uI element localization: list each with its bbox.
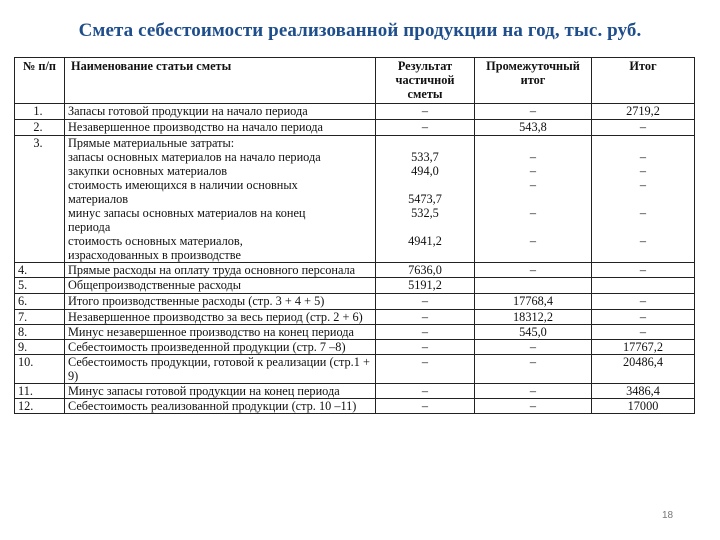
table-row [15,355,695,384]
row-name-line: минус запасы основных материалов на конец [68,206,306,220]
row-intermediate-line [478,192,588,206]
row-partial-line: 533,7 [411,150,439,164]
row-intermediate: – [475,104,592,120]
row-num: 8. [15,325,65,340]
header-num: № п/п [15,58,65,104]
row-total: 17767,2 [592,340,695,355]
header-partial: Результат частичной сметы [376,58,475,104]
row-name-line: материалов [68,192,129,206]
table-row [15,263,695,278]
row-intermediate: – [475,384,592,399]
row-intermediate-line [478,220,588,234]
row-partial: – [376,399,475,414]
row-name: Себестоимость реализованной продукции (стр. 10 –11) [65,399,376,414]
row-intermediate: – [475,399,592,414]
row-num: 7. [15,310,65,325]
row-total: – [592,120,695,136]
row-intermediate-line: – [529,206,537,220]
page-title: Смета себестоимости реализованной продукции на год, тыс. руб. [78,20,642,41]
row-total-line: – [639,206,647,220]
row-partial-line [379,220,471,234]
row-partial: – [376,340,475,355]
table-row [15,136,695,263]
row-intermediate: – [475,355,592,384]
row-intermediate-line: – [529,178,537,192]
row-name: Минус незавершенное производство на конец периода [65,325,376,340]
row-name [65,136,376,263]
row-name: Итого производственные расходы (стр. 3 + 4 + 5) [65,294,376,310]
cost-estimate-table [14,57,695,414]
row-total: 17000 [592,399,695,414]
row-intermediate [475,136,592,263]
table-row [15,278,695,294]
row-name-line: стоимость имеющихся в наличии основных [68,178,298,192]
table-row [15,104,695,120]
row-name: Себестоимость продукции, готовой к реализации (стр.1 + 9) [65,355,376,384]
row-name: Прямые расходы на оплату труда основного персонала [65,263,376,278]
row-intermediate-line [478,136,588,150]
table-row [15,384,695,399]
row-intermediate: – [475,263,592,278]
row-num: 2. [15,120,65,136]
row-partial: – [376,294,475,310]
row-partial: 5191,2 [376,278,475,294]
row-intermediate-line: – [529,164,537,178]
row-total: 2719,2 [592,104,695,120]
row-name-line: стоимость основных материалов, [68,234,243,248]
row-name: Незавершенное производство за весь период (стр. 2 + 6) [65,310,376,325]
row-partial: – [376,355,475,384]
row-name-line: закупки основных материалов [68,164,228,178]
row-intermediate [475,278,592,294]
row-total-line [595,136,691,150]
row-total: – [592,294,695,310]
row-name: Себестоимость произведенной продукции (стр. 7 –8) [65,340,376,355]
table-row [15,310,695,325]
row-total: 3486,4 [592,384,695,399]
row-total [592,278,695,294]
row-intermediate-line: – [529,150,537,164]
row-num: 3. [15,136,65,263]
row-num: 5. [15,278,65,294]
row-partial [376,136,475,263]
row-intermediate: 18312,2 [475,310,592,325]
row-partial: – [376,325,475,340]
row-partial-line [379,178,471,192]
row-total: – [592,263,695,278]
row-partial-line: 5473,7 [408,192,442,206]
row-num: 10. [15,355,65,384]
header-intermediate: Промежуточный итог [475,58,592,104]
row-partial-line [379,136,471,150]
row-total-line [595,248,691,262]
row-total: – [592,325,695,340]
table-row [15,120,695,136]
row-intermediate-line [478,248,588,262]
row-total [592,136,695,263]
row-name-line: израсходованных в производстве [68,248,241,262]
row-total-line [595,220,691,234]
row-num: 9. [15,340,65,355]
row-total-line: – [639,150,647,164]
row-total-line: – [639,164,647,178]
row-name: Общепроизводственные расходы [65,278,376,294]
table-header-row [15,58,695,104]
table-row [15,325,695,340]
row-partial-line: 494,0 [411,164,439,178]
row-intermediate: – [475,340,592,355]
row-total-line: – [639,178,647,192]
row-total: 20486,4 [592,355,695,384]
header-name: Наименование статьи сметы [65,58,376,104]
row-partial-line [379,248,471,262]
row-partial-line: 4941,2 [408,234,442,248]
row-total: – [592,310,695,325]
row-total-line [595,192,691,206]
row-partial-line: 532,5 [411,206,439,220]
row-partial: – [376,120,475,136]
row-intermediate: 545,0 [475,325,592,340]
row-partial: 7636,0 [376,263,475,278]
row-intermediate: 17768,4 [475,294,592,310]
row-total-line: – [639,234,647,248]
slide-number: 18 [662,510,674,521]
row-name-line: запасы основных материалов на начало периода [68,150,321,164]
row-num: 1. [15,104,65,120]
row-intermediate-line: – [529,234,537,248]
row-name: Незавершенное производство на начало периода [65,120,376,136]
row-num: 11. [15,384,65,399]
row-name: Запасы готовой продукции на начало периода [65,104,376,120]
row-partial: – [376,384,475,399]
row-num: 12. [15,399,65,414]
row-partial: – [376,310,475,325]
table-row [15,399,695,414]
row-name: Минус запасы готовой продукции на конец периода [65,384,376,399]
row-intermediate: 543,8 [475,120,592,136]
row-num: 6. [15,294,65,310]
row-num: 4. [15,263,65,278]
row-partial: – [376,104,475,120]
table-row [15,294,695,310]
row-name-line: Прямые материальные затраты: [68,136,235,150]
table-row [15,340,695,355]
header-total: Итог [592,58,695,104]
row-name-line: периода [68,220,111,234]
